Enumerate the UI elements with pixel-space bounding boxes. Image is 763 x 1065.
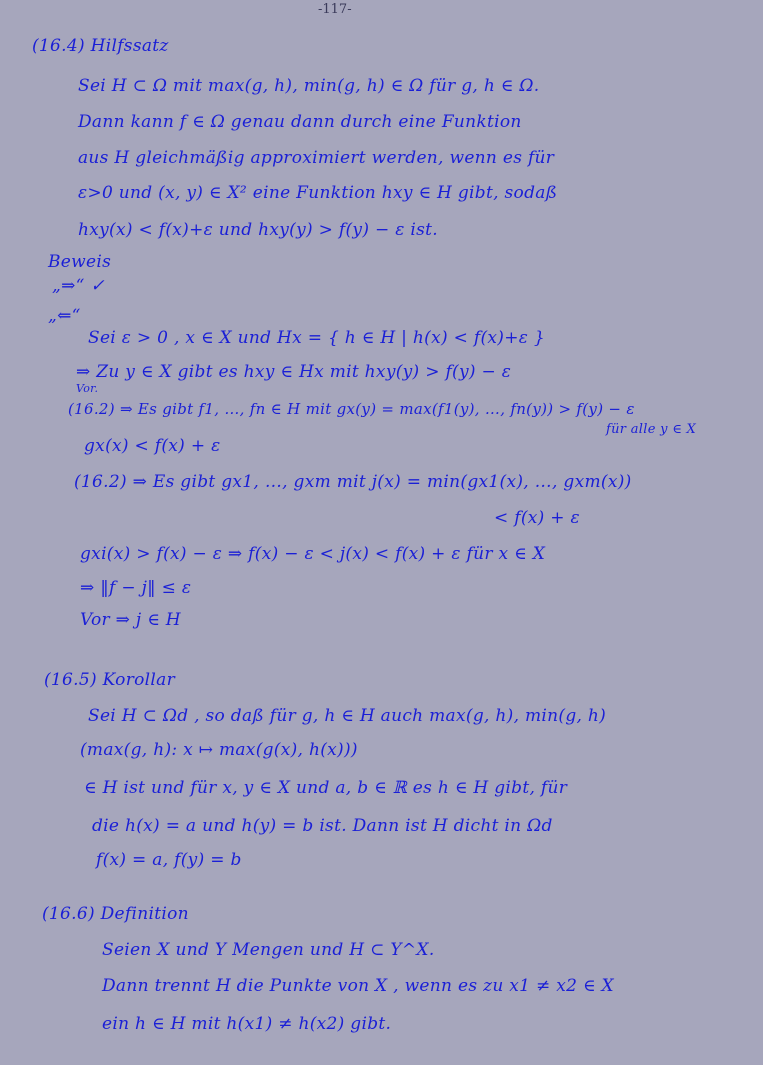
text-line: ⇒ ‖f − j‖ ≤ ε — [80, 578, 192, 598]
text-line: ∈ H ist und für x, y ∈ X und a, b ∈ ℝ es h ∈ H gibt, für — [84, 778, 568, 798]
text-line: „⇐“ — [48, 306, 81, 326]
text-line: < f(x) + ε — [494, 508, 580, 528]
text-line: Seien X und Y Mengen und H ⊂ Y^X. — [102, 940, 435, 960]
section-heading: (16.4) Hilfssatz — [32, 36, 169, 56]
text-line: Vor ⇒ j ∈ H — [80, 610, 181, 630]
text-line: (16.2) ⇒ Es gibt f1, …, fn ∈ H mit gx(y) = max(f1(y), …, fn(y)) > f(y) − ε — [68, 400, 635, 418]
text-line: Dann kann f ∈ Ω genau dann durch eine Funktion — [78, 112, 522, 132]
text-line: f(x) = a, f(y) = b — [96, 850, 242, 870]
proof-heading: Beweis — [48, 252, 112, 272]
text-line: Sei ε > 0 , x ∈ X und Hx = { h ∈ H | h(x) < f(x)+ε } — [88, 328, 545, 348]
text-line: gx(x) < f(x) + ε — [84, 436, 221, 456]
text-line: für alle y ∈ X — [606, 422, 697, 437]
section-heading: (16.5) Korollar — [44, 670, 175, 690]
text-line: (16.2) ⇒ Es gibt gx1, …, gxm mit j(x) = min(gx1(x), …, gxm(x)) — [74, 472, 632, 492]
text-line: gxi(x) > f(x) − ε ⇒ f(x) − ε < j(x) < f(x) + ε für x ∈ X — [80, 544, 546, 564]
text-line: (max(g, h): x ↦ max(g(x), h(x))) — [80, 740, 358, 760]
text-line: ein h ∈ H mit h(x1) ≠ h(x2) gibt. — [102, 1014, 392, 1034]
text-line: „⇒“ ✓ — [52, 276, 105, 296]
text-line: Sei H ⊂ Ω mit max(g, h), min(g, h) ∈ Ω für g, h ∈ Ω. — [78, 76, 540, 96]
text-line: die h(x) = a und h(y) = b ist. Dann ist H dicht in Ωd — [92, 816, 553, 836]
text-line: ε>0 und (x, y) ∈ X² eine Funktion hxy ∈ H gibt, sodaß — [78, 183, 558, 203]
text-line: aus H gleichmäßig approximiert werden, wenn es für — [78, 148, 555, 168]
text-line: Sei H ⊂ Ωd , so daß für g, h ∈ H auch max(g, h), min(g, h) — [88, 706, 607, 726]
text-line: ⇒ Zu y ∈ X gibt es hxy ∈ Hx mit hxy(y) > f(y) − ε — [76, 362, 512, 382]
page-number: -117- — [318, 2, 352, 17]
annotation-vor: Vor. — [76, 382, 99, 395]
section-heading: (16.6) Definition — [42, 904, 189, 924]
text-line: hxy(x) < f(x)+ε und hxy(y) > f(y) − ε ist. — [78, 220, 438, 240]
text-line: Dann trennt H die Punkte von X , wenn es zu x1 ≠ x2 ∈ X — [102, 976, 614, 996]
